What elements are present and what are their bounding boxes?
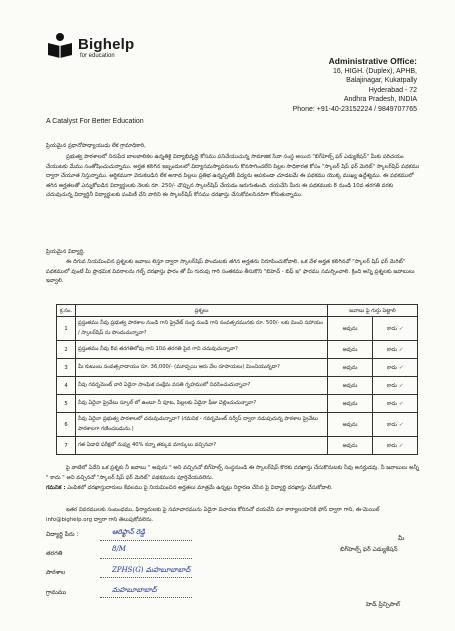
address-line: Hyderabad - 72 bbox=[368, 86, 417, 94]
table-row bbox=[57, 341, 418, 359]
row-number: 4 bbox=[57, 377, 76, 395]
address-line: 16, HIGH. (Duplex), APHB, bbox=[332, 68, 417, 75]
answer-no-label: కాదు bbox=[387, 382, 397, 389]
answer-no-label: కాదు bbox=[387, 442, 397, 449]
row-question: నీవు ఏదైనా ప్రభుత్వ పాఠశాలలో చదువుచున్నావా? (గమనిక - గవర్నమెంట్ సర్వీస్ ద్వారా నడుపుచున్న పాఠశాల ప్రైవేటు పాఠశాలగా గణించబడును.) bbox=[76, 413, 328, 437]
checkmark-icon: ✓ bbox=[398, 421, 403, 428]
row-question: ప్రస్తుతము నీవు ప్రభుత్వ పాఠశాల నుండి గాని ప్రైవేట్ సంస్థ నుండి గాని సంవత్సరమునకు రూ. 500/- లకు మించి సహాయం / స్కాలర్‌షిప్ ను పొందుచున్నావా? bbox=[76, 317, 328, 341]
answer-yes-option[interactable]: అవును bbox=[328, 359, 373, 377]
intro-paragraph: ప్రభుత్వ పాఠశాలలో నిరుపేద బాలబాలికల ఉన్నతికై విద్యాభివృద్ధి కోసము పనిచేయుచున్న సామాజిక సేవా సంస్థ అయిన "బిగ్‌హెల్ప్ ఫర్ ఎడ్యుకేషన్" మీకు పరిచయం చేయుటకు మేము సంతోషించుచున్నాము. అర్హత కలిగిన ఇబ్బందులలో విద్యాసమస్యాపరులను కొనసాగించలేని పిల్లల సాధికారత కోసం "స్కాలర్ షిప్ ఫర్ మెరిట్" స్కాలర్‌షిప్ పథకము ద్వారా చేయూత నిస్తున్నాము. ఆర్థికముగా వెనుకబడిన లేక అనాథ పిల్లలు ప్రతిభ ఉన్నప్పటికీ విద్యను ఆపకుండా చూడటమే ఈ పథకము యొక్క ముఖ్య ఉద్దేశ్యము. ఈ పథకములో తగిన అర్హతలతో ఎన్నుకోబడిన విద్యార్థులకు నెలకు రూ. 250/- చొప్పున స్కాలర్‌షిప్ చేయడం జరుగుతుంది. దయచేసి మీరు ఈ పథకముకు 8 నుండి 10వ తరగతి వరకు చదువుచున్న విద్యార్థినీ విద్యార్థులకు పంపిణీ చేసి వారిని ఈ స్కాలర్‌షిప్ కోసము దరఖాస్తు చేసుకోవలసినదిగా కోరుతున్నాము. bbox=[46, 154, 420, 199]
row-question: ప్రస్తుతము నీవు 8వ తరగతిలోపు గాని 10వ తరగతి పైన గాని చదువుచున్నావా? bbox=[76, 341, 328, 359]
answer-no-option[interactable] bbox=[373, 437, 418, 455]
brand-subtitle: for education bbox=[80, 53, 115, 59]
col-header-questions: ప్రశ్నలు bbox=[76, 305, 328, 317]
table-row bbox=[57, 413, 418, 437]
row-number: 1 bbox=[57, 317, 76, 341]
table-row bbox=[57, 437, 418, 455]
table-row bbox=[57, 395, 418, 413]
row-number: 5 bbox=[57, 395, 76, 413]
answer-no-option[interactable] bbox=[373, 377, 418, 395]
address-line: Balajinagar, Kukatpally bbox=[346, 77, 417, 85]
tagline: A Catalyst For Better Education bbox=[46, 118, 144, 125]
table-row bbox=[57, 317, 418, 341]
eligibility-note: పై వాటిలో ఏదేని ఒక ప్రశ్నకు నీ జవాబు " అవును " అని వచ్చినచో బిగ్‌హెల్ప్ సంస్థనుండి ఈ స్కాలర్‌షిప్ కొరకు దరఖాస్తు చేసుకొనుటకు నీవు అనర్హుడవు. నీ జవాబులు అన్నీ " కాదు " అని వచ్చినచో "స్కాలర్ షిప్ ఫర్ మెరిట్" పథకమును పూర్తిచేయవలెను. bbox=[46, 465, 420, 481]
school-label: పాఠశాల bbox=[46, 569, 66, 576]
eligibility-table bbox=[56, 304, 418, 455]
answer-no-label: కాదు bbox=[387, 400, 397, 407]
student-greeting: ప్రియమైన విద్యార్థి, bbox=[46, 249, 85, 255]
answer-yes-option[interactable]: అవును bbox=[328, 317, 373, 341]
checkmark-icon: ✓ bbox=[398, 325, 403, 332]
brand-name: Bighelp bbox=[78, 36, 135, 53]
answer-no-option[interactable] bbox=[373, 359, 418, 377]
table-row bbox=[57, 377, 418, 395]
note-text: ఎంపికలో దరఖాస్తుదారులు కేవలము పై నియమించిన అర్హతలు మాత్రమే ఉన్నట్లు నిర్ధారణ చేసిన పై విద్యార్థి దరఖాస్తు చేసుకోవాలి. bbox=[67, 485, 333, 491]
answer-no-option[interactable] bbox=[373, 395, 418, 413]
answer-yes-option[interactable]: అవును bbox=[328, 377, 373, 395]
instructions-paragraph: ఈ దిగువ నియమించిన ప్రశ్నలకు జవాబు లిస్తూ ద్వారా స్కాలర్‌షిప్ పొందుటకు తగిన అర్హతను నిరూపించుకోవాలి. ఒక వేళ అర్హత కలిగినచో "స్కాలర్ షిప్ ఫర్ మెరిట్" పథకములో వుంటే మీ ప్రాథమిక వివరాలను గల్ఫ్ దరఖాస్తు ఫారం తో మీ గురువు గారి సంతకము తీసుకొని "బిహెచ్ - బిఫ్ ఇ" ఫారము సమర్పించాలి. క్రింది అన్ని ప్రశ్నలకు జవాబులు ఇవ్వాలి. bbox=[46, 259, 415, 285]
village-value[interactable]: మహబూబాబాద్ bbox=[112, 586, 157, 594]
class-line bbox=[100, 558, 192, 559]
class-value[interactable]: 8/M bbox=[112, 545, 126, 553]
answer-no-option[interactable] bbox=[373, 341, 418, 359]
answer-yes-option[interactable]: అవును bbox=[328, 413, 373, 437]
col-header-answer: జవాబు పై గుర్తు పెట్టాలి bbox=[328, 305, 418, 317]
student-name-label: విద్యార్థి పేరు : bbox=[46, 531, 79, 538]
answer-yes-option[interactable]: అవును bbox=[328, 341, 373, 359]
village-label: గ్రామము bbox=[46, 589, 67, 596]
answer-yes-option[interactable]: అవును bbox=[328, 437, 373, 455]
office-address bbox=[293, 55, 417, 114]
class-label: తరగతి bbox=[46, 550, 63, 557]
checkmark-icon: ✓ bbox=[398, 346, 403, 353]
village-line bbox=[100, 597, 192, 598]
answer-no-label: కాదు bbox=[387, 364, 397, 371]
checkmark-icon: ✓ bbox=[398, 442, 403, 449]
col-header-no: క్ర.సం. bbox=[57, 305, 76, 317]
closing-org: బిగ్‌హెల్ప్ ఫర్ ఎడ్యుకేషన్ bbox=[340, 546, 398, 553]
row-number: 7 bbox=[57, 437, 76, 455]
table-row bbox=[57, 359, 418, 377]
answer-no-label: కాదు bbox=[387, 325, 397, 332]
answer-no-label: కాదు bbox=[387, 346, 397, 353]
student-name-value[interactable]: ఆరిఫ్ఖాన్ రెడ్డి bbox=[112, 528, 146, 536]
note-line bbox=[46, 484, 421, 494]
row-question: గత ఏడాది పరీక్షలో నువ్వు 40% కన్నా తక్కువ మార్కులు వచ్చినవా? bbox=[76, 437, 328, 455]
row-question: మీ కుటుంబ సంవత్సరాదాయం రూ. 36,000/- (మూప్పయి ఆరు వేల రూపాయలు) మించియున్నదా? bbox=[76, 359, 328, 377]
school-line bbox=[100, 577, 192, 578]
answer-no-option[interactable] bbox=[373, 413, 418, 437]
note-label: గమనిక : bbox=[46, 485, 66, 491]
row-question: నీవు ఏదైనా ప్రైవేటు స్కూల్ లో ఉంటూ నీ పూట, పిల్లలకు ఏదైనా ఫీజు చెల్లించుచున్నావా? bbox=[76, 395, 328, 413]
office-title: Administrative Office: bbox=[328, 56, 417, 66]
principal-label: హెడ్ ప్రిన్సిపాల్ bbox=[366, 601, 400, 608]
row-number: 2 bbox=[57, 341, 76, 359]
answer-no-label: కాదు bbox=[387, 421, 397, 428]
salutation: ప్రియమైన ప్రధానోపాధ్యాయుడు లేక గ్రామాధికారి, bbox=[46, 143, 146, 149]
school-value[interactable]: ZPHS(G) మహబూబాబాద్ bbox=[112, 566, 191, 574]
row-number: 6 bbox=[57, 413, 76, 437]
checkmark-icon: ✓ bbox=[398, 364, 403, 371]
contact-line: ఇతర వివరములకు సంబంధము, ఫిర్యాదులకు పై సమాచారమును ఏదైనా విచారణ కోరినచో దయచేసి మా కార్యాలయానికి ఫోన్ ద్వారా గాని, ఈ-మెయిల్ bbox=[66, 507, 380, 513]
checkmark-icon: ✓ bbox=[398, 400, 403, 407]
address-line: Andhra Pradesh, INDIA bbox=[343, 96, 417, 104]
email-line[interactable]: info@bighelp.org ద్వారా గాని తెలుపుకోవలెను. bbox=[46, 517, 154, 523]
checkmark-icon: ✓ bbox=[398, 382, 403, 389]
closing-mi: మీ bbox=[398, 535, 405, 542]
phone-line: Phone: +91-40-23152224 / 9849707765 bbox=[292, 105, 417, 113]
row-question: నీవు గవర్నమెంట్ వారి ఏదైనా సాంఘిక సంక్షేమ వసతి గృహములో నివసించుచున్నావా? bbox=[76, 377, 328, 395]
answer-yes-option[interactable]: అవును bbox=[328, 395, 373, 413]
student-name-line bbox=[100, 540, 192, 541]
row-number: 3 bbox=[57, 359, 76, 377]
answer-no-option[interactable] bbox=[373, 317, 418, 341]
bighelp-logo-icon bbox=[46, 32, 74, 58]
